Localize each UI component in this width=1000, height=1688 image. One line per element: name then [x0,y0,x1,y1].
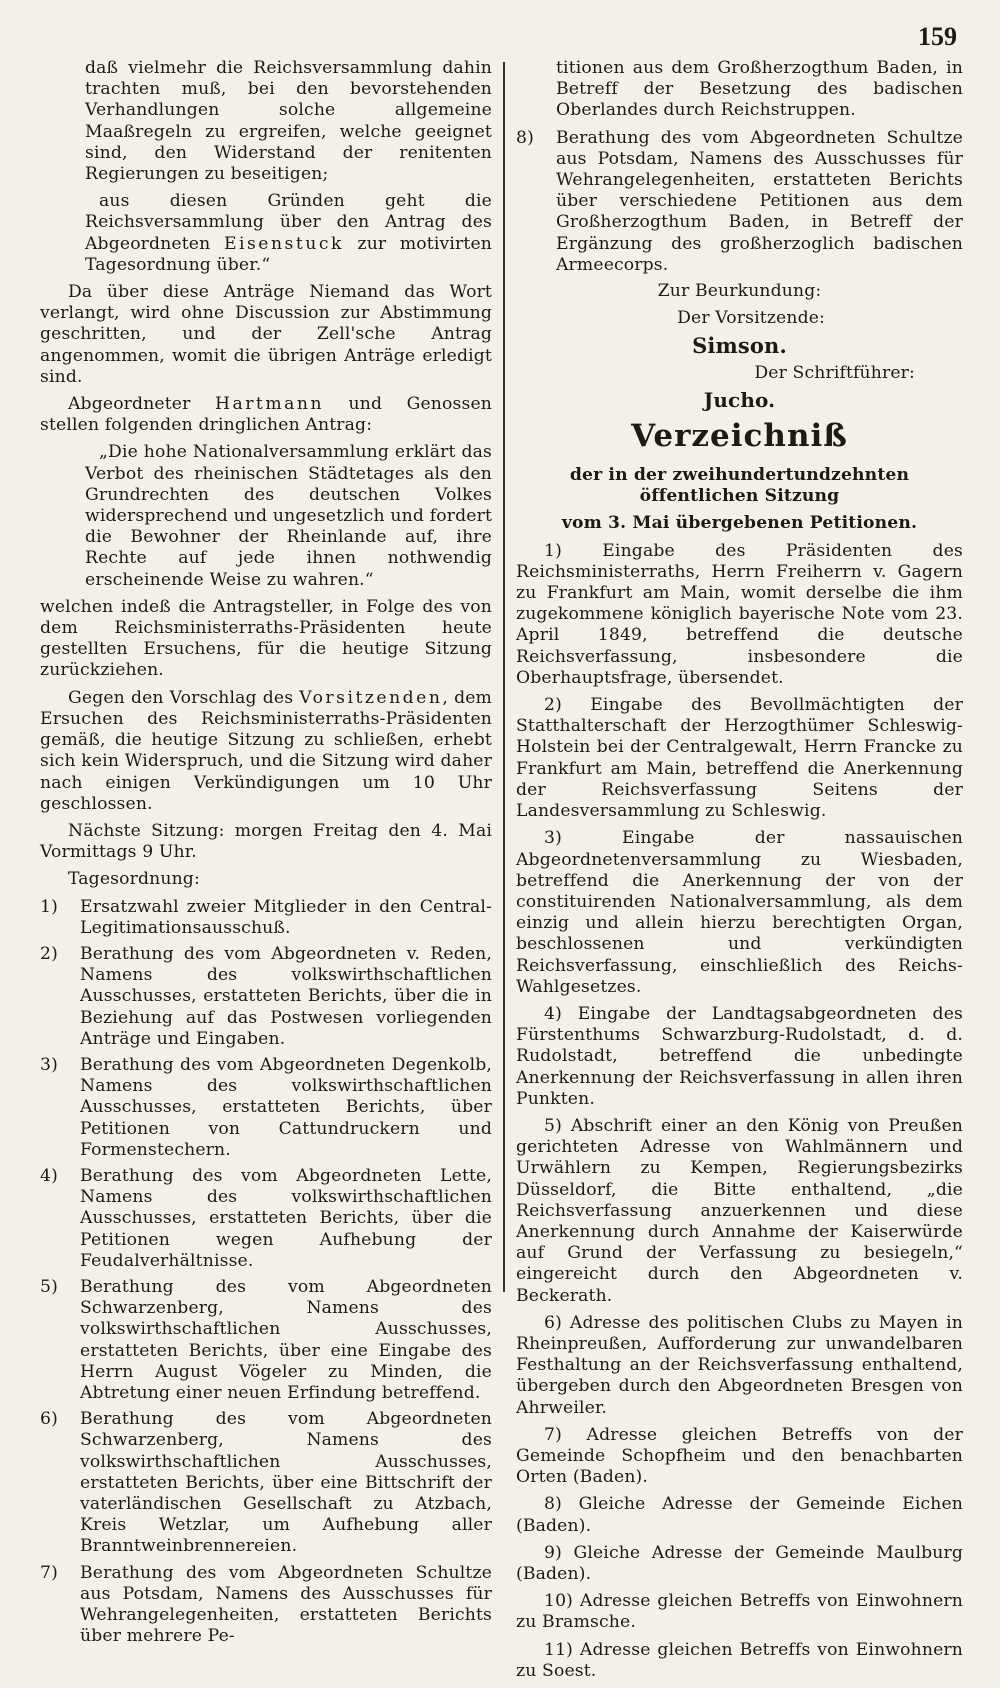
paragraph-withdrawal: welchen indeß die Antragsteller, in Folge des von dem Reichsministerraths-Präsidenten heute gestellten Ersuchens, für die heutige Sitzung zurückziehen. [40,596,492,681]
agenda-item: 5) Berathung des vom Abgeordneten Schwarzenberg, Namens des volkswirthschaftlichen Ausschusses, erstatteten Berichts, über eine Eingabe des Herrn August Vögeler zu Minden, die Abtretung einer neuen Erfindung betreffend. [40,1276,492,1403]
agenda-item: 1) Ersatzwahl zweier Mitglieder in den Central-Legitimationsausschuß. [40,896,492,938]
petition-entry: 9) Gleiche Adresse der Gemeinde Maulburg (Baden). [516,1542,963,1584]
right-column [516,58,963,1688]
agenda-item: 3) Berathung des vom Abgeordneten Degenkolb, Namens des volkswirthschaftlichen Ausschusses, erstatteten Berichts, über Petitionen von Cattundruckern und Formenstechern. [40,1054,492,1160]
petitions-subheading-1: der in der zweihundertundzehnten öffentlichen Sitzung [569,465,910,507]
petition-entry: 4) Eingabe der Landtagsabgeordneten des Fürstenthums Schwarzburg-Rudolstadt, d. d. Rudolstadt, betreffend die unbedingte Anerkennung der Reichsverfassung in allen ihren Punkten. [516,1003,963,1109]
agenda-item-7-continuation: titionen aus dem Großherzogthum Baden, in Betreff der Besetzung des badischen Oberlandes durch Reichstruppen. [556,58,963,121]
secretary-name: Jucho. [703,387,776,412]
paragraph-motion-intro: Abgeordneter Hartmann und Genossen stellen folgenden dringlichen Antrag: [40,394,492,436]
chair-name: Simson. [692,333,787,359]
agenda-heading: Tagesordnung: [68,869,200,890]
quote-continuation: daß vielmehr die Reichsversammlung dahin trachten muß, bei den bevorstehenden Verhandlungen solche allgemeine Maaßregeln zu ergreifen, welche geeignet sind, den Widerstand der renitenten Regierungen zu beseitigen; [85,58,492,185]
quote-conclusion: aus diesen Gründen geht die Reichsversammlung über den Antrag des Abgeordneten Eisenstuck zur motivirten Tagesordnung über.“ [85,191,492,275]
left-column [40,58,492,1652]
name-eisenstuck: Eisenstuck [223,233,344,254]
name-vorsitzender: Vorsitzenden [299,687,443,708]
petition-entry: 10) Adresse gleichen Betreffs von Einwohnern zu Bramsche. [516,1591,963,1633]
column-divider [503,62,505,1292]
petition-entry: 7) Adresse gleichen Betreffs von der Gemeinde Schopfheim und den benachbarten Orten (Baden). [516,1424,963,1488]
chair-label: Der Vorsitzende: [677,308,825,329]
petition-entry: 3) Eingabe der nassauischen Abgeordnetenversammlung zu Wiesbaden, betreffend die Anerkennung der von der constituirenden Nationalversammlung, als dem einzig und allein hierzu berechtigten Organ, beschlossenen und verkündigten Reichsverfassung, einschließlich des Reichs-Wahlgesetzes. [516,828,963,997]
agenda-item: 7) Berathung des vom Abgeordneten Schultze aus Potsdam, Namens des Ausschusses für Wehrangelegenheiten, erstatteten Berichts über mehrere Pe- [40,1562,492,1647]
petition-entry: 8) Gleiche Adresse der Gemeinde Eichen (Baden). [516,1494,963,1536]
name-hartmann: Hartmann [214,394,325,415]
paragraph-closing: Gegen den Vorschlag des Vorsitzenden, dem Ersuchen des Reichsministerraths-Präsidenten gemäß, die heutige Sitzung zu schließen, erhebt sich kein Widerspruch, und die Sitzung wird daher nach einigen Verkündigungen um 10 Uhr geschlossen. [40,687,492,814]
agenda-item: 6) Berathung des vom Abgeordneten Schwarzenberg, Namens des volkswirthschaftlichen Ausschusses, erstatteten Berichts, über eine Bittschrift der vaterländischen Gesellschaft zu Atzbach, Kreis Wetzlar, um Aufhebung aller Branntweinbrennereien. [40,1409,492,1557]
attestation-label: Zur Beurkundung: [657,281,822,302]
page-number: 159 [918,22,957,51]
petition-entry: 1) Eingabe des Präsidenten des Reichsministerraths, Herrn Freiherrn v. Gagern zu Frankfurt am Main, womit derselbe die ihm zugekommene königlich bayerische Note vom 23. April 1849, betreffend die deutsche Reichsverfassung, insbesondere die Oberhauptsfrage, übersendet. [516,540,963,688]
petitions-subheading-2: vom 3. Mai übergebenen Petitionen. [561,513,918,534]
agenda-item: 8) Berathung des vom Abgeordneten Schultze aus Potsdam, Namens des Ausschusses für Wehrangelegenheiten, erstatteten Berichts über verschiedene Petitionen aus dem Großherzogthum Baden, in Betreff der Ergänzung des großherzoglich badischen Armeecorps. [516,127,963,275]
agenda-item: 2) Berathung des vom Abgeordneten v. Reden, Namens des volkswirthschaftlichen Ausschusses, erstatteten Berichts, über die in Beziehung auf das Postwesen vorliegenden Anträge und Eingaben. [40,943,492,1049]
secretary-label: Der Schriftführer: [754,362,915,383]
petition-entry: 2) Eingabe des Bevollmächtigten der Statthalterschaft der Herzogthümer Schleswig-Holstein bei der Centralgewalt, Herrn Francke zu Frankfurt am Main, betreffend die Anerkennung der Reichsverfassung Seitens der Landesversammlung zu Schleswig. [516,695,963,822]
next-session: Nächste Sitzung: morgen Freitag den 4. Mai Vormittags 9 Uhr. [40,820,492,863]
petitions-heading: Verzeichniß [631,418,848,455]
motion-quote: „Die hohe Nationalversammlung erklärt das Verbot des rheinischen Städtetages als den Grundrechten des deutschen Volkes widersprechend und ungesetzlich und fordert die Bewohner der Rheinlande auf, ihre Rechte auf jede ihnen nothwendig erscheinende Weise zu wahren.“ [85,442,492,590]
agenda-list [40,897,492,1648]
petition-entry: 5) Abschrift einer an den König von Preußen gerichteten Adresse von Wahlmännern und Urwählern zu Kempen, Regierungsbezirks Düsseldorf, die Bitte enthaltend, „die Reichsverfassung anzuerkennen und diese Anerkennung durch Annahme der Kaiserwürde auf Grund der Verfassung zu besiegeln,“ eingereicht durch den Abgeordneten v. Beckerath. [516,1115,963,1306]
petition-entry: 11) Adresse gleichen Betreffs von Einwohnern zu Soest. [516,1639,963,1681]
petition-entry: 6) Adresse des politischen Clubs zu Mayen in Rheinpreußen, Aufforderung zur unwandelbaren Festhaltung an der Reichsverfassung enthaltend, übergeben durch den Abgeordneten Bresgen von Ahrweiler. [516,1312,963,1418]
agenda-list-continued [516,128,963,276]
paragraph-vote: Da über diese Anträge Niemand das Wort verlangt, wird ohne Discussion zur Abstimmung geschritten, und der Zell'sche Antrag angenommen, womit die übrigen Anträge erledigt sind. [40,282,492,387]
agenda-item: 4) Berathung des vom Abgeordneten Lette, Namens des volkswirthschaftlichen Ausschusses, erstatteten Berichts, über die Petitionen wegen Aufhebung der Feudalverhältnisse. [40,1165,492,1271]
